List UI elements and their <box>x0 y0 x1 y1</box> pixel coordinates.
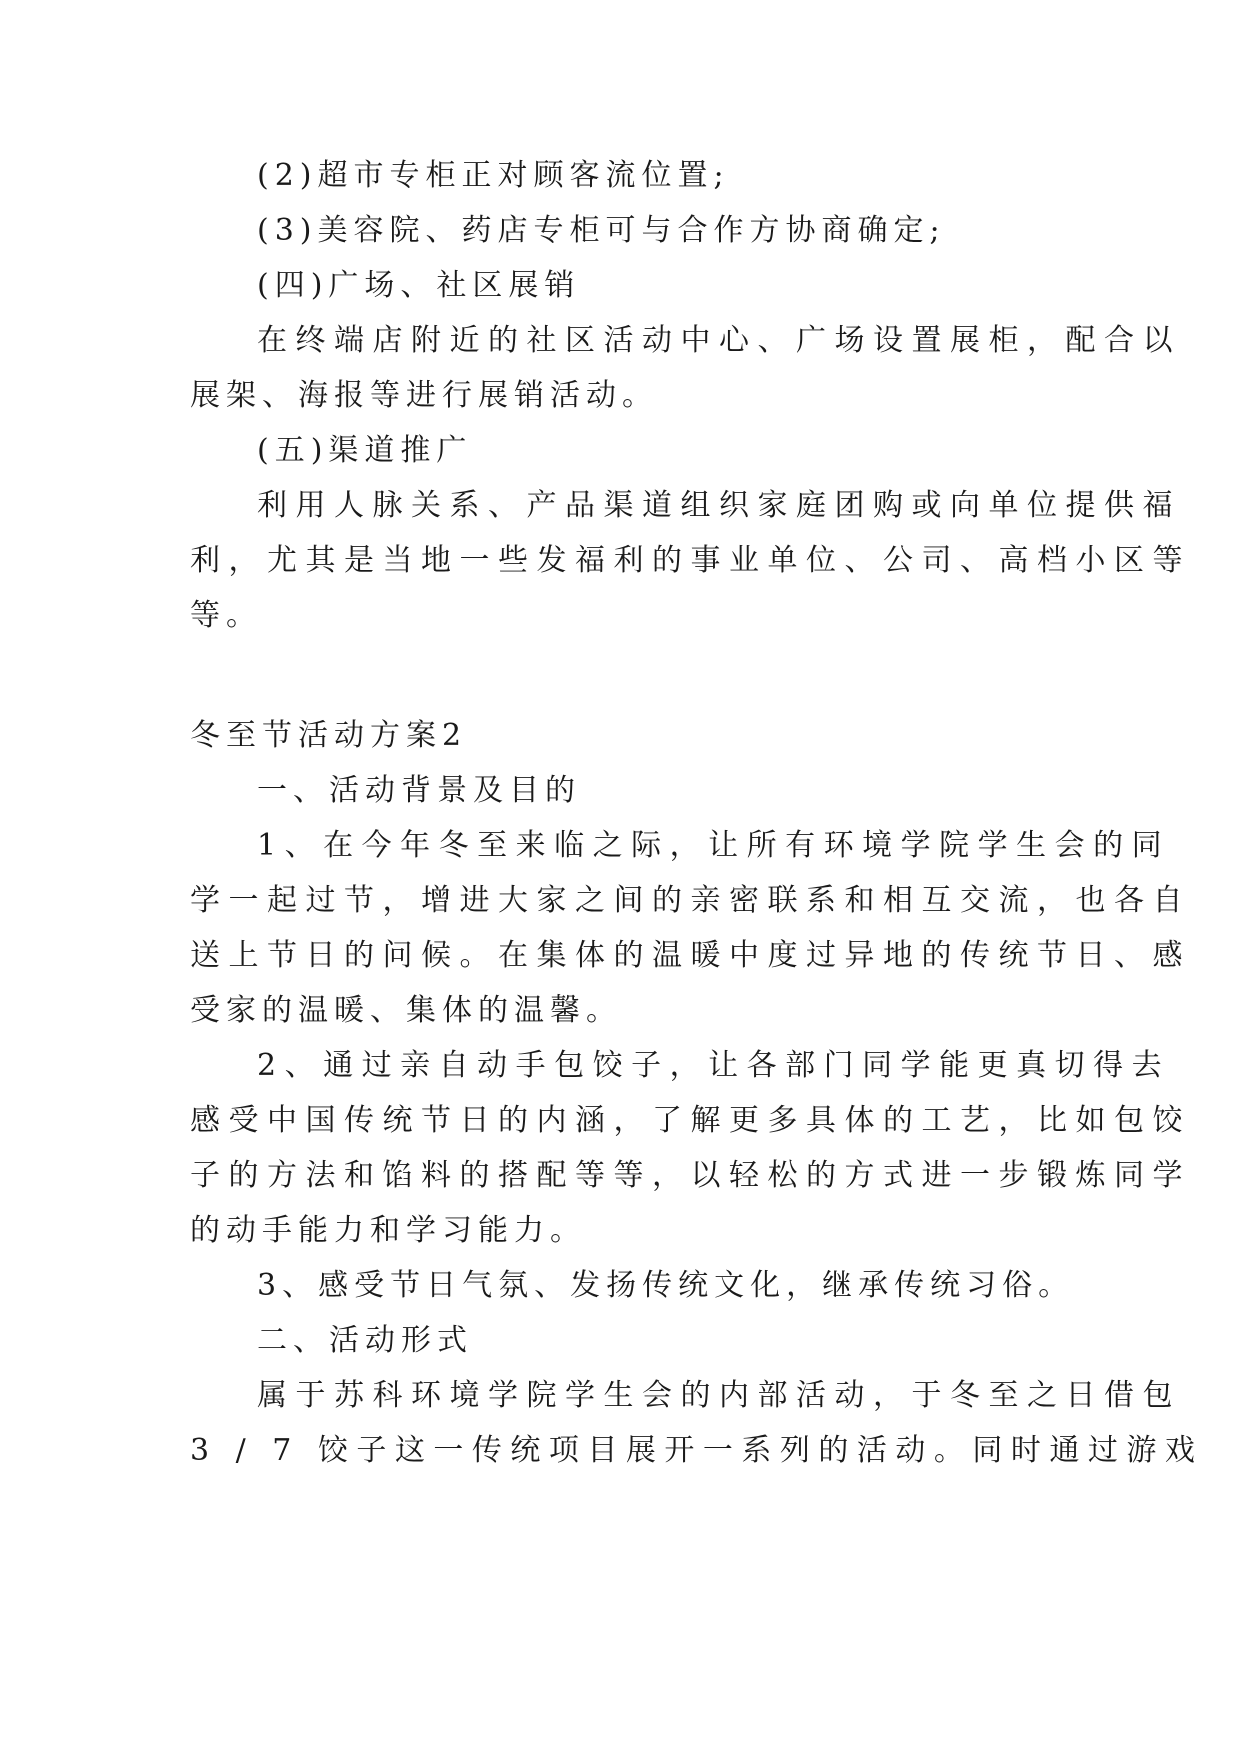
paragraph-line: 受家的温暖、集体的温馨。 <box>190 993 622 1028</box>
paragraph-line: 感受中国传统节日的内涵，了解更多具体的工艺，比如包饺 <box>190 1103 1191 1138</box>
paragraph-line: 3、感受节日气氛、发扬传统文化，继承传统习俗。 <box>257 1268 1075 1303</box>
paragraph-line: 的动手能力和学习能力。 <box>190 1213 586 1248</box>
paragraph-line: 利用人脉关系、产品渠道组织家庭团购或向单位提供福 <box>257 488 1181 523</box>
section-heading-1: 一、活动背景及目的 <box>257 773 581 808</box>
section-heading-4: (四)广场、社区展销 <box>257 268 581 303</box>
document-title: 冬至节活动方案2 <box>190 718 468 753</box>
paragraph-line: 子的方法和馅料的搭配等等，以轻松的方式进一步锻炼同学 <box>190 1158 1191 1193</box>
paragraph-line: 送上节日的问候。在集体的温暖中度过异地的传统节日、感 <box>190 938 1191 973</box>
paragraph-line: 展架、海报等进行展销活动。 <box>190 378 658 413</box>
list-item-3: (3)美容院、药店专柜可与合作方协商确定; <box>257 213 946 248</box>
paragraph-line: 2、通过亲自动手包饺子，让各部门同学能更真切得去 <box>257 1048 1171 1083</box>
paragraph-line: 在终端店附近的社区活动中心、广场设置展柜，配合以 <box>257 323 1181 358</box>
paragraph-line: 等。 <box>190 598 262 633</box>
paragraph-line: 利，尤其是当地一些发福利的事业单位、公司、高档小区等 <box>190 543 1191 578</box>
paragraph-line: 属于苏科环境学院学生会的内部活动，于冬至之日借包 <box>257 1378 1181 1413</box>
paragraph-line: 1、在今年冬至来临之际，让所有环境学院学生会的同 <box>257 828 1171 863</box>
paragraph-line-with-page-number: 3 / 7 饺子这一传统项目展开一系列的活动。同时通过游戏 <box>190 1433 1204 1468</box>
paragraph-line: 学一起过节，增进大家之间的亲密联系和相互交流，也各自 <box>190 883 1191 918</box>
section-heading-5: (五)渠道推广 <box>257 433 473 468</box>
list-item-2: (2)超市专柜正对顾客流位置; <box>257 158 730 193</box>
section-heading-2: 二、活动形式 <box>257 1323 473 1358</box>
